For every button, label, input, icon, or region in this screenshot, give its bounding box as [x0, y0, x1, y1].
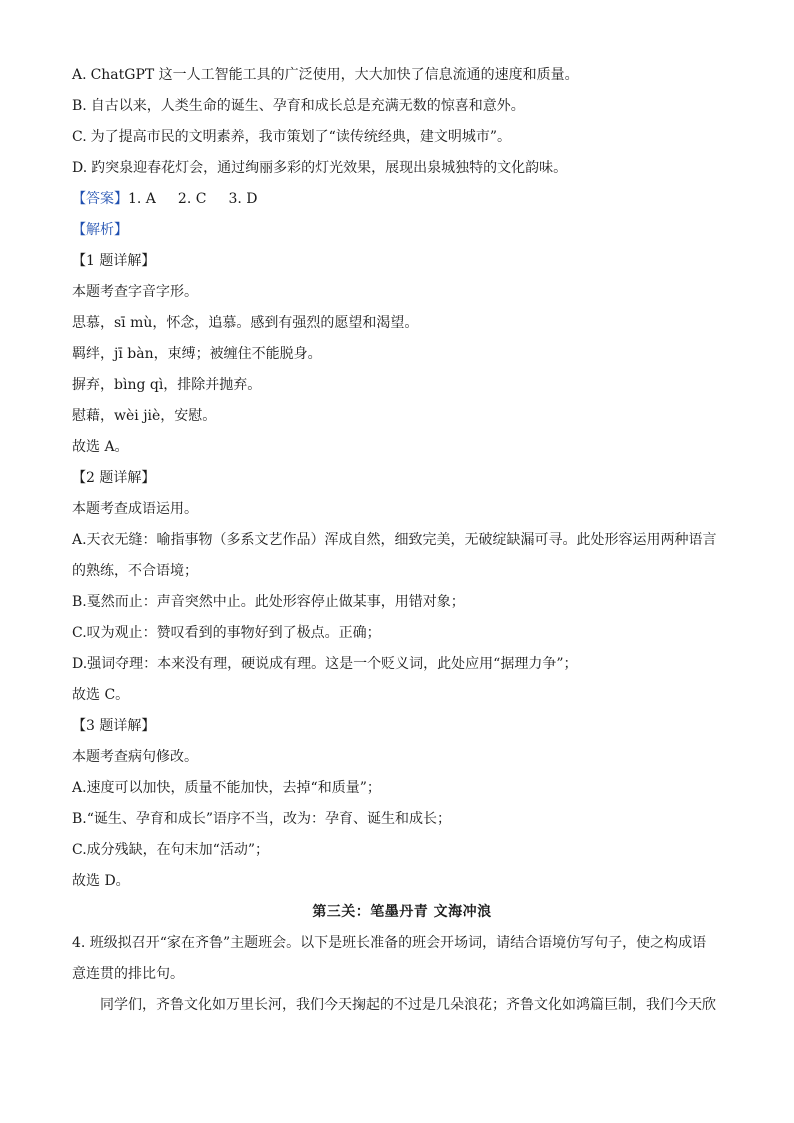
- q2-line-b: B.戛然而止：声音突然中止。此处形容停止做某事，用错对象；: [72, 594, 465, 610]
- q3-line-2: B.“诞生、孕育和成长”语序不当，改为：孕育、诞生和成长；: [72, 811, 452, 827]
- option-a-label: A.: [72, 67, 87, 83]
- q3-conclusion: 故选 D。: [72, 873, 130, 889]
- option-c-text: 为了提高市民的文明素养，我市策划了“读传统经典，建文明城市”。: [90, 129, 511, 145]
- q2-line-c: C.叹为观止：赞叹看到的事物好到了极点。正确；: [72, 625, 381, 641]
- section-title: 第三关：笔墨丹青 文海冲浪: [312, 904, 492, 920]
- option-d-label: D.: [72, 160, 88, 176]
- q1-heading: 【1 题详解】: [72, 253, 156, 269]
- q4-line-1: 4. 班级拟召开“家在齐鲁”主题班会。以下是班长准备的班会开场词，请结合语境仿写句子，使之构成语: [72, 935, 707, 951]
- option-b: [72, 91, 732, 122]
- option-c: [72, 122, 732, 153]
- q2-line-d: D.强词夺理：本来没有理，硬说成有理。这是一个贬义词，此处应用“据理力争”；: [72, 656, 578, 672]
- q4-line-3: 同学们，齐鲁文化如万里长河，我们今天掬起的不过是几朵浪花；齐鲁文化如鸿篇巨制，我们今天欣: [100, 997, 716, 1013]
- document-page: [72, 60, 732, 1021]
- analysis-tag: 【解析】: [72, 222, 128, 238]
- q3-line-1: A.速度可以加快，质量不能加快，去掉“和质量”；: [72, 780, 381, 796]
- q2-conclusion: 故选 C。: [72, 687, 130, 703]
- q2-line-a1: A.天衣无缝：喻指事物（多系文艺作品）浑成自然，细致完美，无破绽缺漏可寻。此处形容运用两种语言: [72, 532, 717, 548]
- q3-intro: 本题考查病句修改。: [72, 749, 198, 765]
- option-a-text: ChatGPT 这一人工智能工具的广泛使用，大大加快了信息流通的速度和质量。: [90, 67, 579, 83]
- option-d: [72, 153, 732, 184]
- q1-line-2: 羁绊，jī bàn，束缚；被缠住不能脱身。: [72, 346, 322, 362]
- q1-intro: 本题考查字音字形。: [72, 284, 198, 300]
- q3-line-3: C.成分残缺，在句末加“活动”；: [72, 842, 269, 858]
- option-d-text: 趵突泉迎春花灯会，通过绚丽多彩的灯光效果，展现出泉城独特的文化韵味。: [91, 160, 568, 176]
- q2-heading: 【2 题详解】: [72, 470, 156, 486]
- answer-item-3: 3. D: [228, 191, 258, 207]
- q2-line-a2: 的熟练，不合语境；: [72, 563, 198, 579]
- option-b-text: 自古以来，人类生命的诞生、孕育和成长总是充满无数的惊喜和意外。: [90, 98, 525, 114]
- answer-tag: 【答案】: [72, 191, 128, 207]
- option-a: [72, 60, 732, 91]
- answer-item-1: 1. A: [128, 191, 156, 207]
- answer-line: [72, 184, 732, 215]
- q4-line-2: 意连贯的排比句。: [72, 966, 184, 982]
- q1-line-3: 摒弃，bìng qì，排除并抛弃。: [72, 377, 262, 393]
- q1-line-1: 思慕，sī mù，怀念，追慕。感到有强烈的愿望和渴望。: [72, 315, 419, 331]
- option-b-label: B.: [72, 98, 87, 114]
- q1-conclusion: 故选 A。: [72, 439, 129, 455]
- q3-heading: 【3 题详解】: [72, 718, 156, 734]
- answer-item-2: 2. C: [177, 191, 207, 207]
- q1-line-4: 慰藉，wèi jiè，安慰。: [72, 408, 217, 424]
- q2-intro: 本题考查成语运用。: [72, 501, 198, 517]
- option-c-label: C.: [72, 129, 87, 145]
